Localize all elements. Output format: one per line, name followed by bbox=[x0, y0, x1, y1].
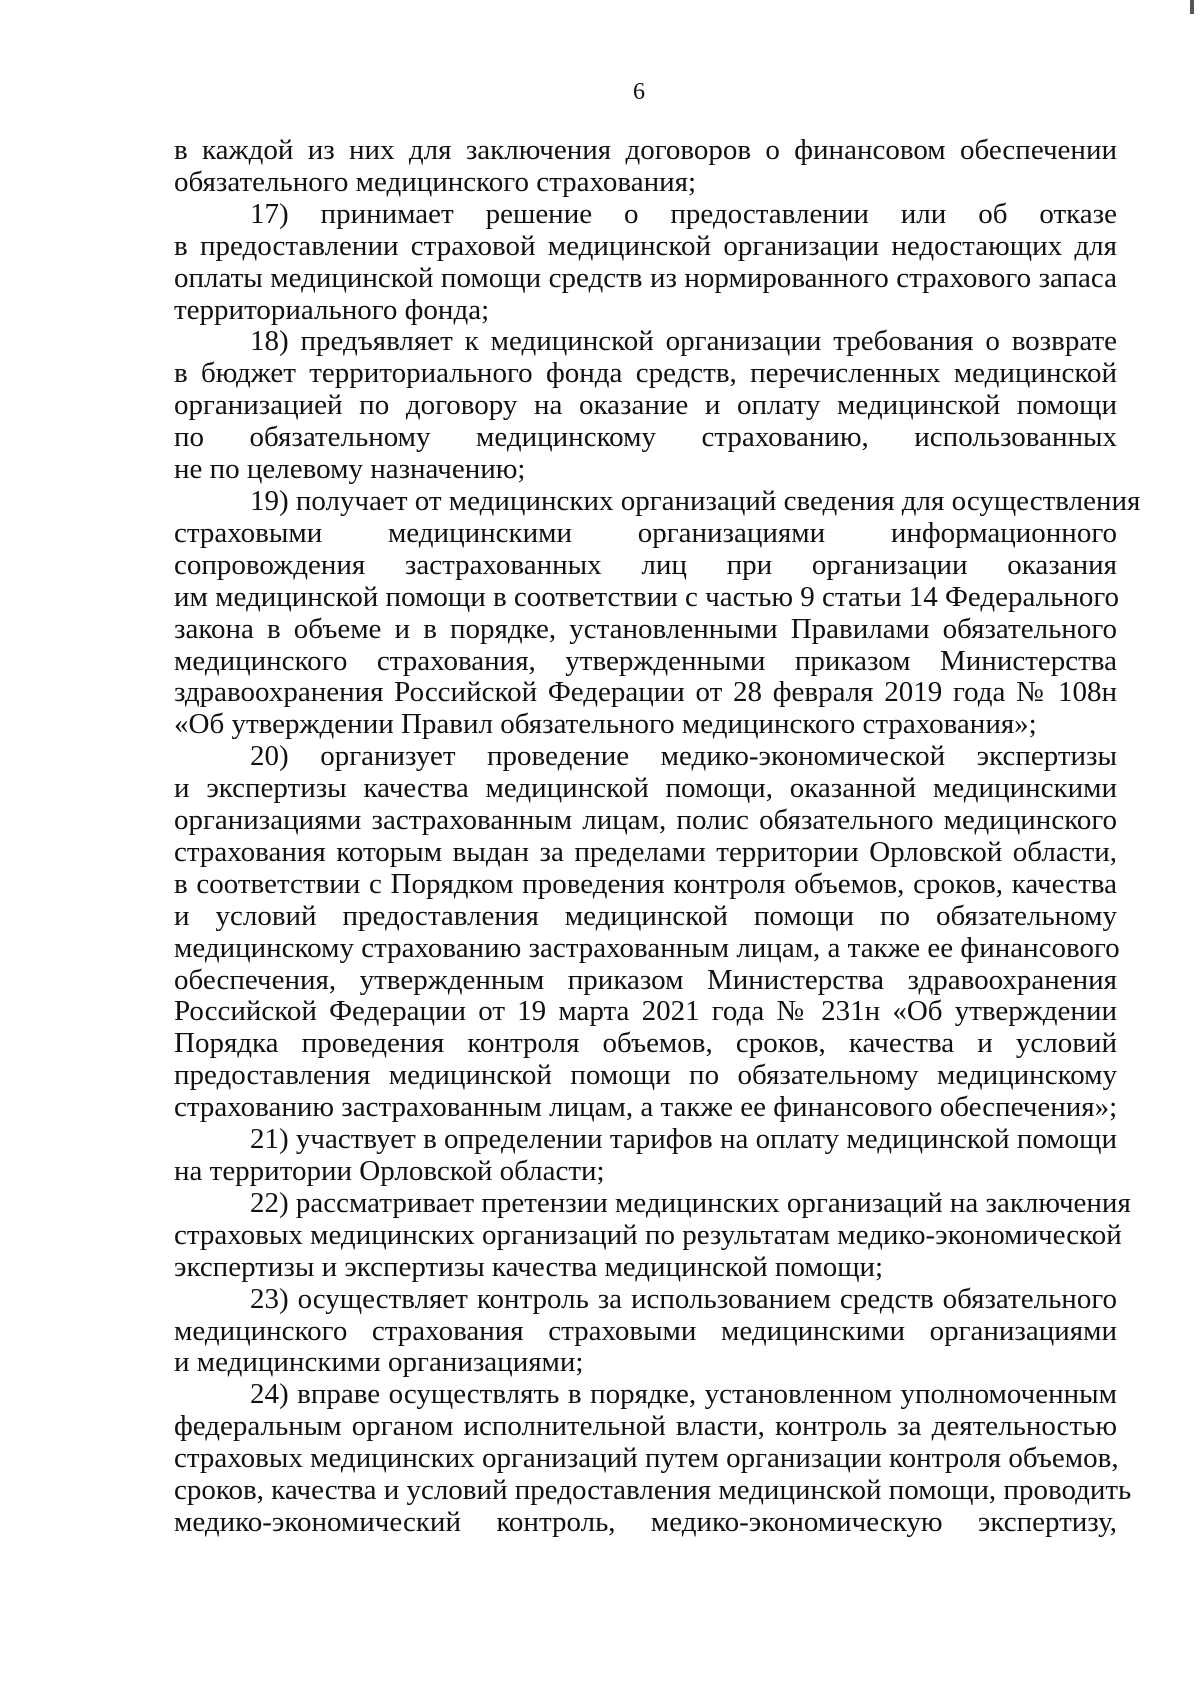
text-line: в соответствии с Порядком проведения контроля объемов, сроков, качества bbox=[174, 867, 1117, 900]
text-line: страхования которым выдан за пределами территории Орловской области, bbox=[174, 835, 1117, 868]
text-line: Российской Федерации от 19 марта 2021 года № 231н «Об утверждении bbox=[174, 995, 1117, 1028]
body-text bbox=[174, 134, 1141, 1539]
text-line: страхованию застрахованным лицам, а также ее финансового обеспечения»; bbox=[174, 1091, 1118, 1124]
text-line: медицинскому страхованию застрахованным лицам, а также ее финансового bbox=[174, 931, 1120, 964]
text-line: сроков, качества и условий предоставления медицинской помощи, проводить bbox=[174, 1474, 1132, 1507]
text-line: по обязательному медицинскому страхованию, использованных bbox=[174, 421, 1117, 454]
page-number: 6 bbox=[633, 79, 645, 105]
text-line: обязательного медицинского страхования; bbox=[174, 165, 696, 198]
text-line: на территории Орловской области; bbox=[174, 1155, 605, 1187]
text-line: организациями застрахованным лицам, полис обязательного медицинского bbox=[174, 804, 1117, 837]
text-line: страховых медицинских организаций по результатам медико-экономической bbox=[174, 1218, 1122, 1251]
text-line: в каждой из них для заключения договоров о финансовом обеспечении bbox=[174, 134, 1117, 166]
text-line: страховыми медицинскими организациями информационного bbox=[174, 516, 1117, 549]
text-line: федеральным органом исполнительной власти, контроль за деятельностью bbox=[174, 1410, 1117, 1443]
text-line: «Об утверждении Правил обязательного медицинского страхования»; bbox=[174, 708, 1037, 741]
text-line: страховых медицинских организаций путем организации контроля объемов, bbox=[174, 1442, 1119, 1475]
text-line: 18) предъявляет к медицинской организации требования о возврате bbox=[250, 325, 1117, 358]
text-line: 17) принимает решение о предоставлении или об отказе bbox=[250, 197, 1117, 230]
text-line: медицинского страхования страховыми медицинскими организациями bbox=[174, 1314, 1117, 1347]
text-line: организацией по договору на оказание и оплату медицинской помощи bbox=[174, 389, 1117, 422]
text-line: предоставления медицинской помощи по обязательному медицинскому bbox=[174, 1059, 1117, 1092]
text-line: и условий предоставления медицинской помощи по обязательному bbox=[174, 899, 1117, 932]
text-line: 22) рассматривает претензии медицинских организаций на заключения bbox=[250, 1186, 1131, 1219]
text-line: в бюджет территориального фонда средств, перечисленных медицинской bbox=[174, 357, 1117, 390]
text-line: медицинского страхования, утвержденными приказом Министерства bbox=[174, 644, 1117, 677]
text-line: 20) организует проведение медико-экономической экспертизы bbox=[250, 740, 1117, 773]
text-line: 21) участвует в определении тарифов на оплату медицинской помощи bbox=[250, 1123, 1117, 1156]
text-line: и медицинскими организациями; bbox=[174, 1346, 584, 1379]
text-line: 23) осуществляет контроль за использованием средств обязательного bbox=[250, 1282, 1117, 1315]
text-line: и экспертизы качества медицинской помощи, оказанной медицинскими bbox=[174, 772, 1117, 805]
text-line: обеспечения, утвержденным приказом Министерства здравоохранения bbox=[174, 963, 1117, 996]
text-line: сопровождения застрахованных лиц при организации оказания bbox=[174, 548, 1117, 581]
text-line: оплаты медицинской помощи средств из нормированного страхового запаса bbox=[174, 261, 1117, 294]
text-line: Порядка проведения контроля объемов, сроков, качества и условий bbox=[174, 1027, 1117, 1060]
text-line: здравоохранения Российской Федерации от 28 февраля 2019 года № 108н bbox=[174, 676, 1117, 709]
text-line: территориального фонда; bbox=[174, 293, 490, 326]
text-line: 24) вправе осуществлять в порядке, установленном уполномоченным bbox=[250, 1378, 1117, 1411]
text-line: 19) получает от медицинских организаций сведения для осуществления bbox=[250, 484, 1141, 517]
text-line: не по целевому назначению; bbox=[174, 453, 526, 486]
text-line: закона в объеме и в порядке, установленными Правилами обязательного bbox=[174, 612, 1117, 645]
scan-mark bbox=[1190, 0, 1194, 14]
text-line: экспертизы и экспертизы качества медицинской помощи; bbox=[174, 1250, 884, 1283]
text-line: в предоставлении страховой медицинской организации недостающих для bbox=[174, 229, 1117, 262]
text-line: медико-экономический контроль, медико-экономическую экспертизу, bbox=[174, 1505, 1117, 1538]
text-line: им медицинской помощи в соответствии с частью 9 статьи 14 Федерального bbox=[174, 580, 1120, 613]
